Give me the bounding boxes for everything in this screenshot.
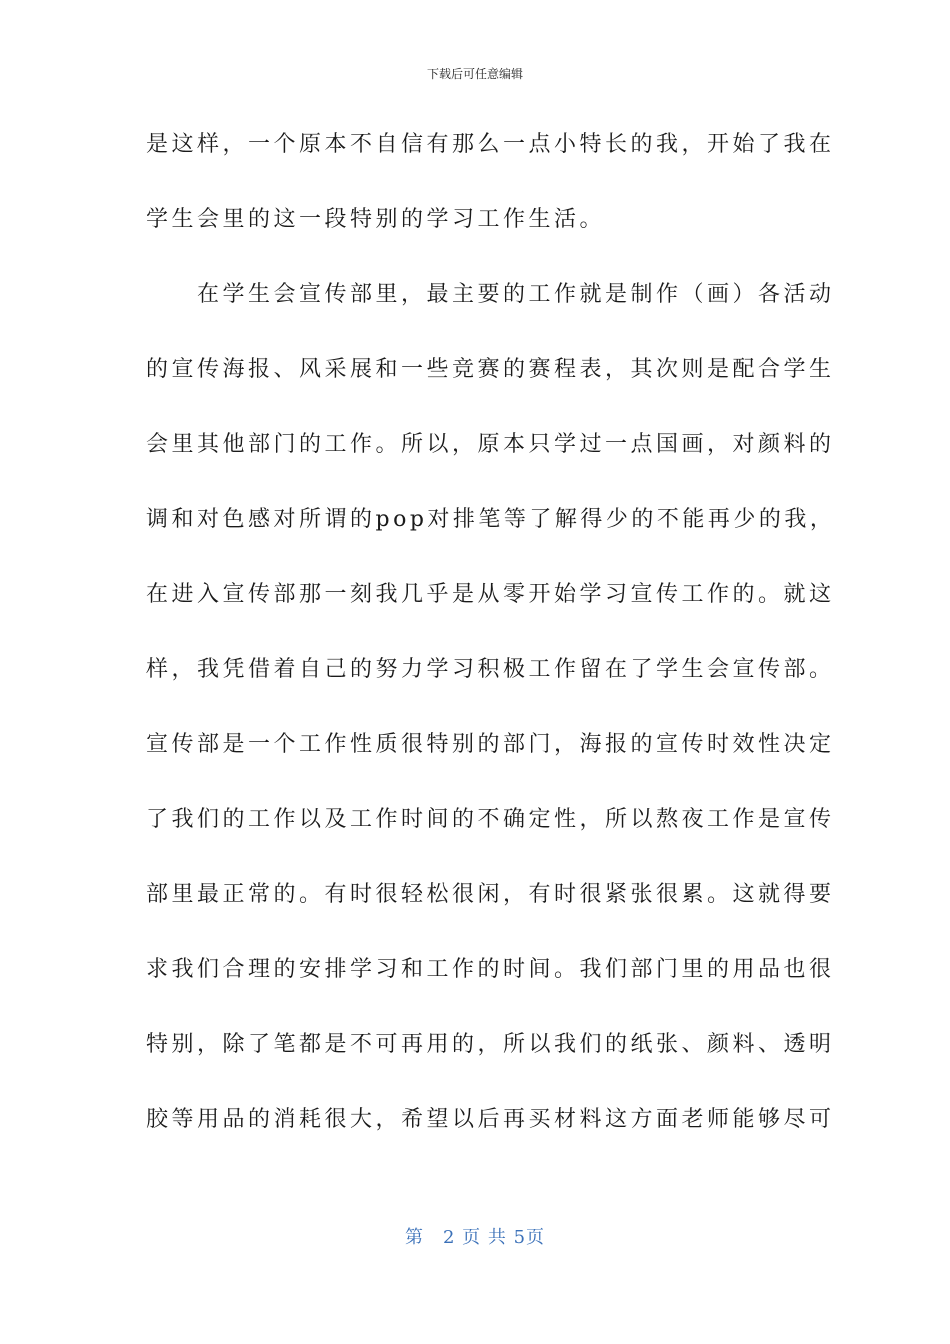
text-line: 会里其他部门的工作。所以，原本只学过一点国画，对颜料的 (146, 432, 835, 457)
text-line: 宣传部是一个工作性质很特别的部门，海报的宣传时效性决定 (146, 732, 835, 757)
text-line: 调和对色感对所谓的pop对排笔等了解得少的不能再少的我， (146, 507, 836, 532)
text-line: 是这样，一个原本不自信有那么一点小特长的我，开始了我在 (146, 132, 835, 157)
text-line: 的宣传海报、风采展和一些竞赛的赛程表，其次则是配合学生 (146, 357, 835, 382)
page-number-footer: 第 2 页 共 5页 (404, 1227, 546, 1248)
text-line: 求我们合理的安排学习和工作的时间。我们部门里的用品也很 (146, 957, 835, 982)
document-body (146, 125, 836, 1175)
page-header: 下载后可任意编辑 (426, 67, 523, 81)
text-line: 样，我凭借着自己的努力学习积极工作留在了学生会宣传部。 (146, 657, 835, 682)
text-line: 胶等用品的消耗很大，希望以后再买材料这方面老师能够尽可 (146, 1107, 835, 1132)
text-line: 在进入宣传部那一刻我几乎是从零开始学习宣传工作的。就这 (146, 582, 835, 607)
text-line: 学生会里的这一段特别的学习工作生活。 (146, 207, 606, 232)
text-line: 特别，除了笔都是不可再用的，所以我们的纸张、颜料、透明 (146, 1032, 835, 1057)
text-line: 了我们的工作以及工作时间的不确定性，所以熬夜工作是宣传 (146, 807, 835, 832)
text-line: 部里最正常的。有时很轻松很闲，有时很紧张很累。这就得要 (146, 882, 835, 907)
text-line: 在学生会宣传部里，最主要的工作就是制作（画）各活动 (146, 282, 835, 307)
